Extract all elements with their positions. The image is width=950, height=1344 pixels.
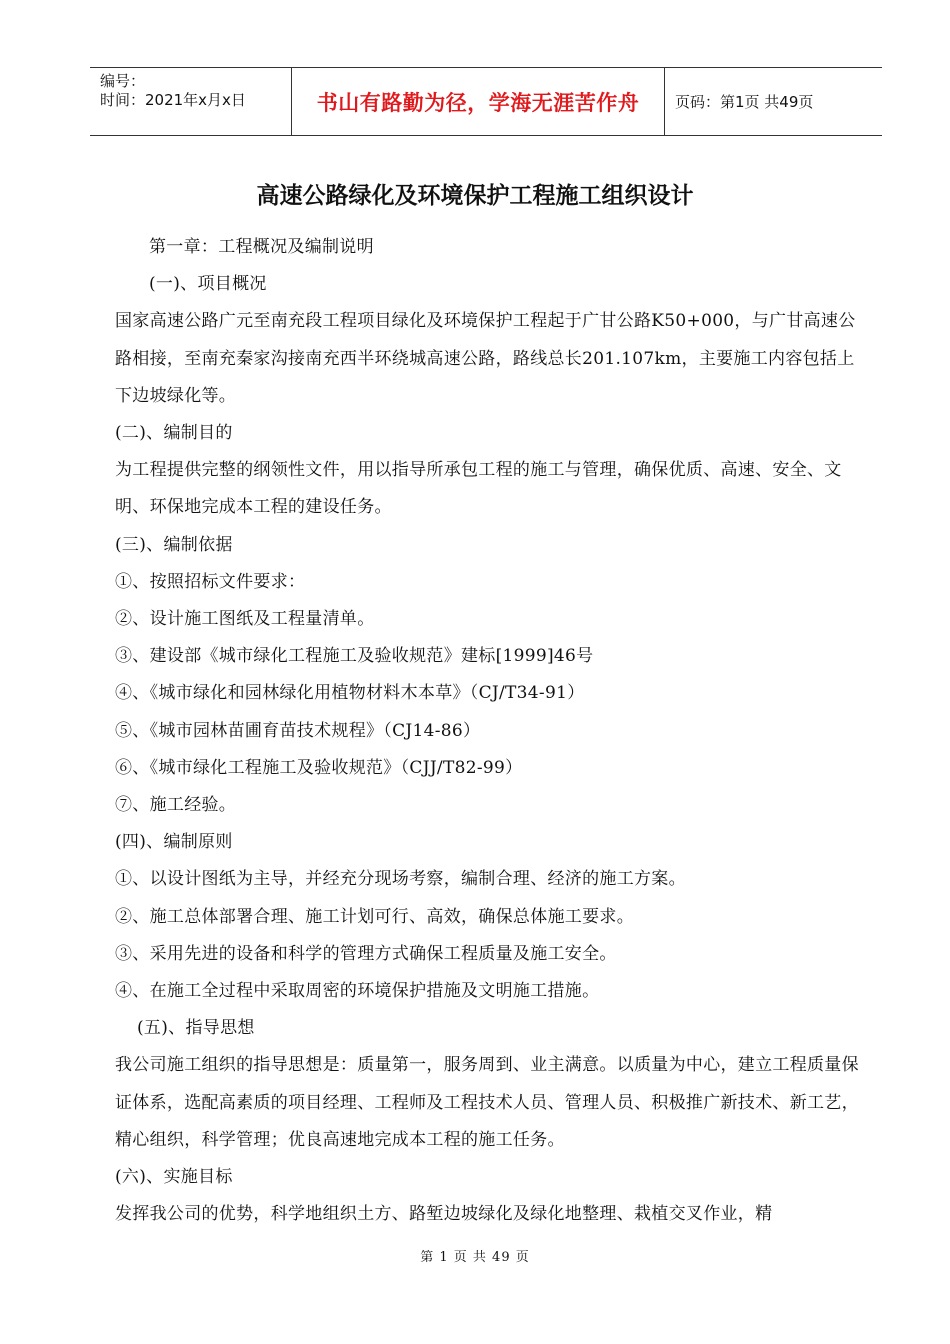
list-item: ⑥、《城市绿化工程施工及验收规范》（CJJ/T82-99） [115, 757, 523, 778]
header-meta [90, 68, 292, 135]
list-item: ⑦、施工经验。 [115, 795, 237, 816]
section-heading: (六)、实施目标 [115, 1167, 233, 1188]
list-item: ④、在施工全过程中采取周密的环境保护措施及文明施工措施。 [115, 981, 600, 1002]
code-label: 编号： [100, 72, 146, 90]
section-heading: (三)、编制依据 [115, 534, 233, 555]
section-heading: (五)、指导思想 [137, 1018, 255, 1039]
paragraph: 为工程提供完整的纲领性文件，用以指导所承包工程的施工与管理，确保优质、高速、安全、文明、环保地完成本工程的建设任务。 [115, 460, 842, 518]
list-item: ⑤、《城市园林苗圃育苗技术规程》（CJ14-86） [115, 720, 481, 741]
list-item: ②、施工总体部署合理、施工计划可行、高效，确保总体施工要求。 [115, 906, 634, 927]
page-header [90, 67, 882, 136]
document-body [115, 229, 865, 1233]
list-item: ①、以设计图纸为主导，并经充分现场考察，编制合理、经济的施工方案。 [115, 869, 686, 890]
paragraph: 发挥我公司的优势，科学地组织土方、路堑边坡绿化及绿化地整理、栽植交叉作业，精 [115, 1204, 773, 1225]
section-heading: (四)、编制原则 [115, 832, 233, 853]
list-item: ④、《城市绿化和园林绿化用植物材料木本草》（CJ/T34-91） [115, 683, 585, 704]
document-title: 高速公路绿化及环境保护工程施工组织设计 [256, 183, 694, 209]
header-page-number: 页码：第1页 共49页 [675, 93, 814, 111]
section-heading: (一)、项目概况 [149, 274, 267, 295]
chapter-heading: 第一章：工程概况及编制说明 [149, 237, 374, 257]
list-item: ③、采用先进的设备和科学的管理方式确保工程质量及施工安全。 [115, 943, 617, 964]
list-item: ①、按照招标文件要求： [115, 571, 306, 592]
paragraph: 国家高速公路广元至南充段工程项目绿化及环境保护工程起于广甘公路K50+000，与广甘高速公路相接，至南充秦家沟接南充西半环绕城高速公路，路线总长201.107km，主要施工内容包括上下边坡绿化等。 [115, 311, 856, 406]
section-heading: (二)、编制目的 [115, 423, 233, 444]
time-label: 时间：2021年x月x日 [100, 91, 246, 109]
paragraph: 我公司施工组织的指导思想是：质量第一，服务周到、业主满意。以质量为中心，建立工程质量保证体系，选配高素质的项目经理、工程师及工程技术人员、管理人员、积极推广新技术、新工艺，精心组织，科学管理；优良高速地完成本工程的施工任务。 [115, 1055, 859, 1150]
page-footer: 第 1 页 共 49 页 [420, 1250, 530, 1265]
list-item: ②、设计施工图纸及工程量清单。 [115, 609, 375, 630]
list-item: ③、建设部《城市绿化工程施工及验收规范》建标[1999]46号 [115, 646, 594, 667]
header-motto: 书山有路勤为径，学海无涯苦作舟 [292, 68, 665, 135]
